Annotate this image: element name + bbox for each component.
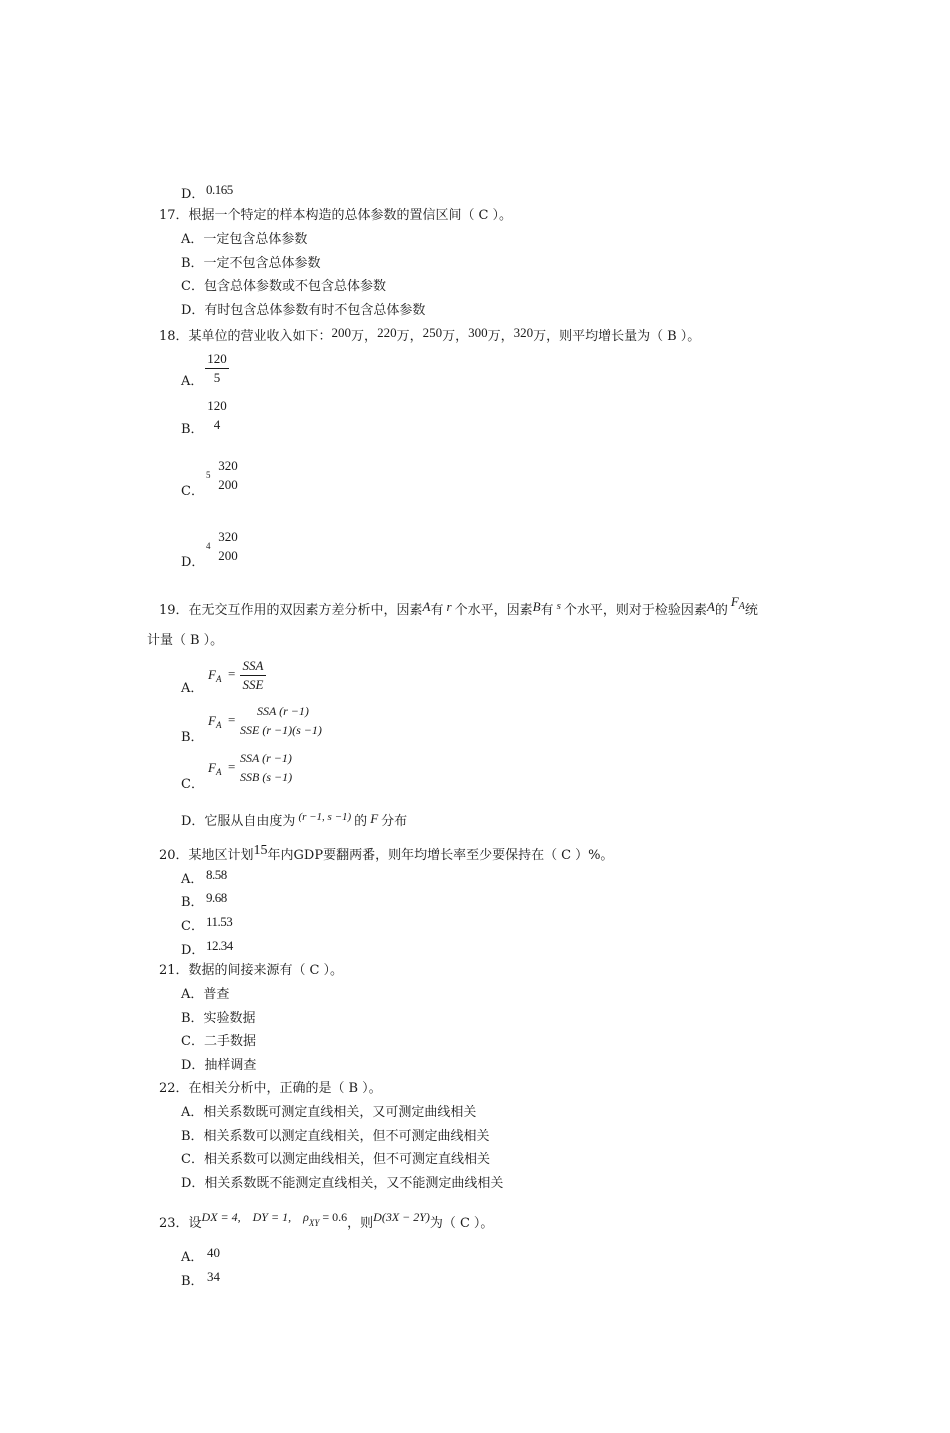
q23-then: ，则	[347, 1216, 374, 1231]
f-subscript: A	[215, 674, 222, 684]
f-symbol: F	[208, 760, 216, 775]
q21-option-a: A．普查	[181, 987, 230, 1002]
q19-has: 有	[430, 603, 444, 618]
fraction-denominator: 200	[218, 548, 238, 563]
q18-option-d-fraction	[215, 529, 241, 564]
q19-stem-1: 19．在无交互作用的双因素方差分析中，因素	[159, 603, 423, 618]
q19-has: 有	[540, 603, 554, 618]
q21-option-d: D．抽样调查	[181, 1058, 257, 1073]
q18-value-1: 200	[331, 325, 352, 340]
fraction-numerator: 120	[207, 351, 227, 366]
q23-close: ）。	[473, 1216, 494, 1231]
q22-option-b: B．相关系数可以测定直线相关，但不可测定曲线相关	[181, 1129, 490, 1144]
q19-answer: B	[190, 633, 200, 648]
q19-option-d-text: D．它服从自由度为	[181, 814, 296, 829]
q23-option-a-label: A．	[181, 1250, 204, 1265]
q23-answer: C	[459, 1216, 470, 1231]
q20-option-c-label: C．	[181, 919, 204, 934]
q21-stem: 21．数据的间接来源有（	[159, 963, 306, 978]
fraction-denominator: SSE	[242, 677, 264, 692]
q18-value-2: 220	[377, 325, 397, 340]
q19-option-b-den: SSE (r −1)(s −1)	[240, 723, 322, 737]
q20-option-d-label: D．	[181, 943, 205, 958]
q18-option-b-fraction	[205, 398, 229, 433]
q16-option-d-label: D．	[181, 187, 205, 202]
q19-option-d-of: 的	[354, 814, 368, 829]
fraction-denominator: 4	[213, 417, 221, 432]
q18-option-d-root-index: 4	[206, 541, 211, 551]
q23-condition: DX = 4, DY = 1, ρ	[201, 1210, 309, 1224]
q22-option-d: D．相关系数既不能测定直线相关，又不能测定曲线相关	[181, 1176, 504, 1191]
q20-close: ）%。	[575, 848, 614, 863]
q18-option-a-fraction	[205, 351, 229, 386]
q18-close: ）。	[680, 329, 701, 344]
q23-rho-value: = 0.6	[319, 1210, 348, 1224]
q19-option-d-df: (r −1, s −1)	[298, 811, 352, 823]
q19-option-b-lhs	[208, 713, 221, 730]
q19-option-b-label: B．	[181, 730, 204, 745]
q23-is: 为（	[429, 1216, 456, 1231]
q23-stem: 23．设	[159, 1216, 202, 1231]
q20-option-b-label: B．	[181, 895, 204, 910]
q19-of: 的	[714, 603, 728, 618]
q18-stem: 18．某单位的营业收入如下：	[159, 329, 332, 344]
q19-option-c-label: C．	[181, 777, 204, 792]
q17-answer: C	[478, 208, 489, 223]
q23-option-a-value: 40	[207, 1245, 220, 1260]
fraction-numerator: 320	[218, 529, 238, 544]
q17-option-a: A．一定包含总体参数	[181, 232, 308, 247]
q20-years: 15	[253, 843, 268, 858]
fraction-numerator: 320	[218, 458, 238, 473]
q18-option-c-root-index: 5	[206, 470, 211, 480]
q18-unit-last: 万，则平均增长量为（	[533, 329, 664, 344]
fraction-numerator: SSA	[242, 658, 264, 673]
fraction-bar	[205, 368, 229, 369]
f-subscript: A	[215, 767, 222, 777]
q20-option-c-value: 11.53	[206, 914, 233, 929]
q19-close: ）。	[203, 633, 224, 648]
q22-option-a: A．相关系数既可测定直线相关，又可测定曲线相关	[181, 1105, 477, 1120]
q19-option-a-fraction	[240, 658, 266, 693]
q17-option-c: C．包含总体参数或不包含总体参数	[181, 279, 386, 294]
fraction-numerator: 120	[207, 398, 227, 413]
q17-stem: 17．根据一个特定的样本构造的总体参数的置信区间（	[159, 208, 475, 223]
q21-answer: C	[309, 963, 320, 978]
q19-option-c-lhs	[208, 760, 221, 777]
q19-option-a-eq: =	[228, 666, 236, 681]
q18-unit: 万，	[442, 329, 469, 344]
q18-option-c-label: C．	[181, 484, 204, 499]
q21-option-c: C．二手数据	[181, 1034, 256, 1049]
q20-option-a-label: A．	[181, 872, 204, 887]
q21-option-b: B．实验数据	[181, 1011, 256, 1026]
q19-factor-b: B	[532, 599, 541, 614]
q18-answer: B	[667, 329, 677, 344]
q18-unit: 万，	[396, 329, 423, 344]
q19-s: s	[556, 600, 561, 612]
f-symbol: F	[208, 667, 216, 682]
q20-option-a-value: 8.58	[206, 867, 227, 882]
f-symbol: F	[208, 713, 216, 728]
q23-option-b-value: 34	[207, 1269, 220, 1284]
q18-value-3: 250	[422, 325, 443, 340]
q22-option-c: C．相关系数可以测定曲线相关，但不可测定直线相关	[181, 1152, 490, 1167]
q19-stat: 统	[744, 603, 758, 618]
fraction-denominator: 200	[218, 477, 238, 492]
q19-option-a-lhs	[208, 667, 221, 684]
q22-close: ）。	[362, 1081, 382, 1096]
q19-option-c-num: SSA (r −1)	[240, 751, 292, 765]
q19-option-c-den: SSB (s −1)	[240, 770, 293, 784]
q19-levels-2: 个水平，则对于检验因素	[563, 603, 707, 618]
q19-option-d-dist: 分布	[381, 814, 408, 829]
q17-option-d: D．有时包含总体参数有时不包含总体参数	[181, 303, 426, 318]
q23-option-b-label: B．	[181, 1274, 204, 1289]
q19-option-d-f: F	[370, 811, 379, 826]
q20-stem-2: 年内GDP要翻两番，则年均增长率至少要保持在（	[267, 848, 558, 863]
q17-option-b: B．一定不包含总体参数	[181, 256, 321, 271]
q19-option-b-num: SSA (r −1)	[257, 704, 309, 718]
q22-stem: 22．在相关分析中，正确的是（	[159, 1081, 345, 1096]
q19-factor-a: A	[422, 599, 431, 614]
q17-close: ）。	[492, 208, 513, 223]
q19-f-sub: A	[738, 601, 745, 612]
q19-option-c-eq: =	[228, 759, 236, 774]
f-subscript: A	[215, 720, 222, 730]
q21-close: ）。	[323, 963, 344, 978]
q18-option-c-fraction	[215, 458, 241, 493]
q19-option-b-eq: =	[228, 712, 236, 727]
q18-value-5: 320	[513, 325, 534, 340]
q16-option-d-value: 0.165	[206, 182, 233, 197]
q22-answer: B	[348, 1081, 359, 1096]
q20-answer: C	[561, 848, 572, 863]
q18-option-a-label: A．	[181, 374, 204, 389]
q18-value-4: 300	[468, 325, 488, 340]
q23-expression: D(3X − 2Y)	[373, 1210, 430, 1224]
q20-option-d-value: 12.34	[206, 938, 233, 953]
q19-f: F	[730, 594, 739, 609]
q18-option-d-label: D．	[181, 555, 205, 570]
q19-factor-a-2: A	[706, 599, 715, 614]
q19-option-a-label: A．	[181, 681, 204, 696]
q19-levels-1: 个水平，因素	[454, 603, 533, 618]
q20-stem-1: 20．某地区计划	[159, 848, 254, 863]
q18-option-b-label: B．	[181, 422, 204, 437]
q23-rho-sub: XY	[308, 1218, 320, 1228]
q20-option-b-value: 9.68	[206, 890, 227, 905]
q18-unit: 万，	[487, 329, 514, 344]
q19-stem-2: 计量（	[147, 633, 187, 648]
q18-unit: 万，	[351, 329, 378, 344]
q19-r: r	[446, 599, 452, 614]
fraction-bar	[240, 675, 266, 676]
fraction-denominator: 5	[213, 370, 221, 385]
